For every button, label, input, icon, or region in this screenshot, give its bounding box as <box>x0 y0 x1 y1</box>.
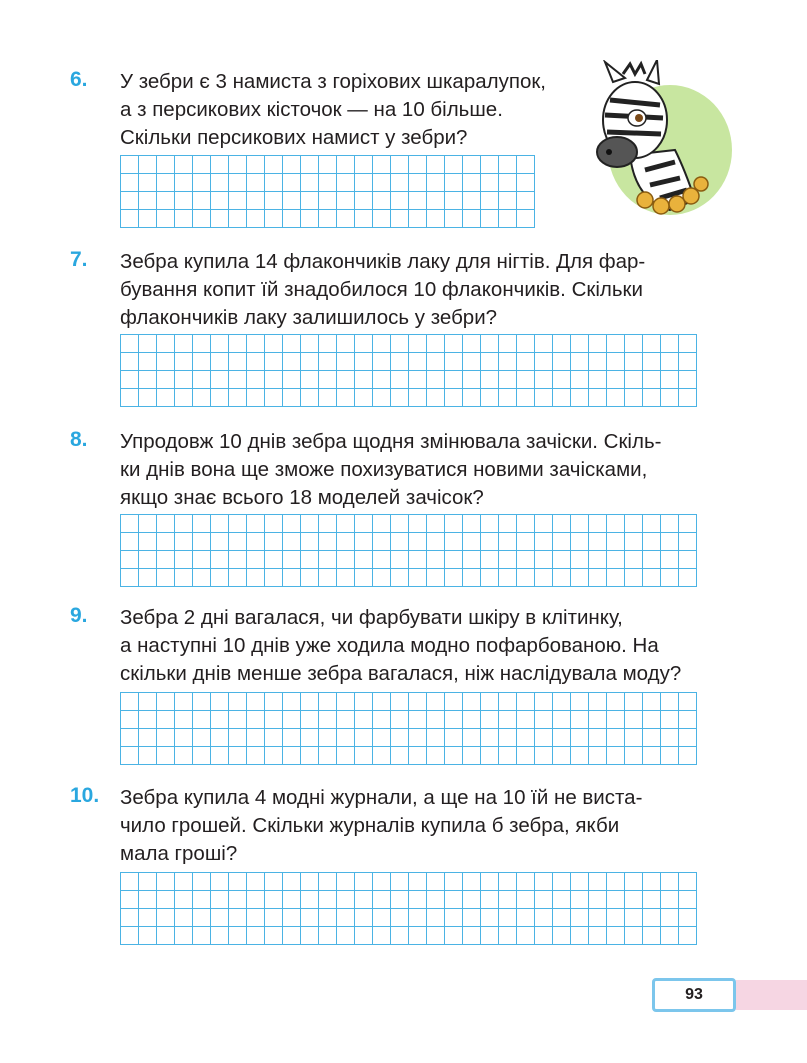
task-number: 6. <box>70 68 88 91</box>
task-line: флакончиків лаку залишилось у зебри? <box>120 306 498 329</box>
answer-grid[interactable] <box>120 334 697 407</box>
answer-grid[interactable] <box>120 692 697 765</box>
answer-grid[interactable] <box>120 514 697 587</box>
task-line: Скільки персикових намист у зебри? <box>120 126 468 149</box>
task-text <box>120 68 615 152</box>
task-line: бування копит їй знадобилося 10 флакончиків. Скільки <box>120 278 643 301</box>
task-text <box>120 784 708 868</box>
task-number: 10. <box>70 784 100 807</box>
task-line: а наступні 10 днів уже ходила модно пофарбованою. На <box>120 634 659 657</box>
page-number: 93 <box>685 986 703 1003</box>
answer-grid[interactable] <box>120 872 697 945</box>
task-number: 7. <box>70 248 88 271</box>
page-tab-decoration <box>736 980 807 1010</box>
task-line: Упродовж 10 днів зебра щодня змінювала зачіски. Скіль- <box>120 430 662 453</box>
page-number-box <box>652 978 736 1012</box>
task-line: мала гроші? <box>120 842 238 865</box>
task-line: У зебри є 3 намиста з горіхових шкаралупок, <box>120 70 547 93</box>
task-number: 9. <box>70 604 88 627</box>
task-line: якщо знає всього 18 моделей зачісок? <box>120 486 484 509</box>
task-line: Зебра купила 4 модні журнали, а ще на 10 їй не виста- <box>120 786 643 809</box>
task-line: а з персикових кісточок — на 10 більше. <box>120 98 503 121</box>
task-line: Зебра купила 14 флакончиків лаку для нігтів. Для фар- <box>120 250 646 273</box>
task-line: Зебра 2 дні вагалася, чи фарбувати шкіру в клітинку, <box>120 606 623 629</box>
task-line: скільки днів менше зебра вагалася, ніж наслідувала моду? <box>120 662 682 685</box>
zebra-with-necklace-icon <box>575 60 735 220</box>
task-text <box>120 604 708 688</box>
task-number: 8. <box>70 428 88 451</box>
task-text <box>120 248 708 332</box>
task-text <box>120 428 708 512</box>
answer-grid[interactable] <box>120 155 535 228</box>
task-line: чило грошей. Скільки журналів купила б зебра, якби <box>120 814 620 837</box>
task-line: ки днів вона ще зможе похизуватися новими зачісками, <box>120 458 648 481</box>
